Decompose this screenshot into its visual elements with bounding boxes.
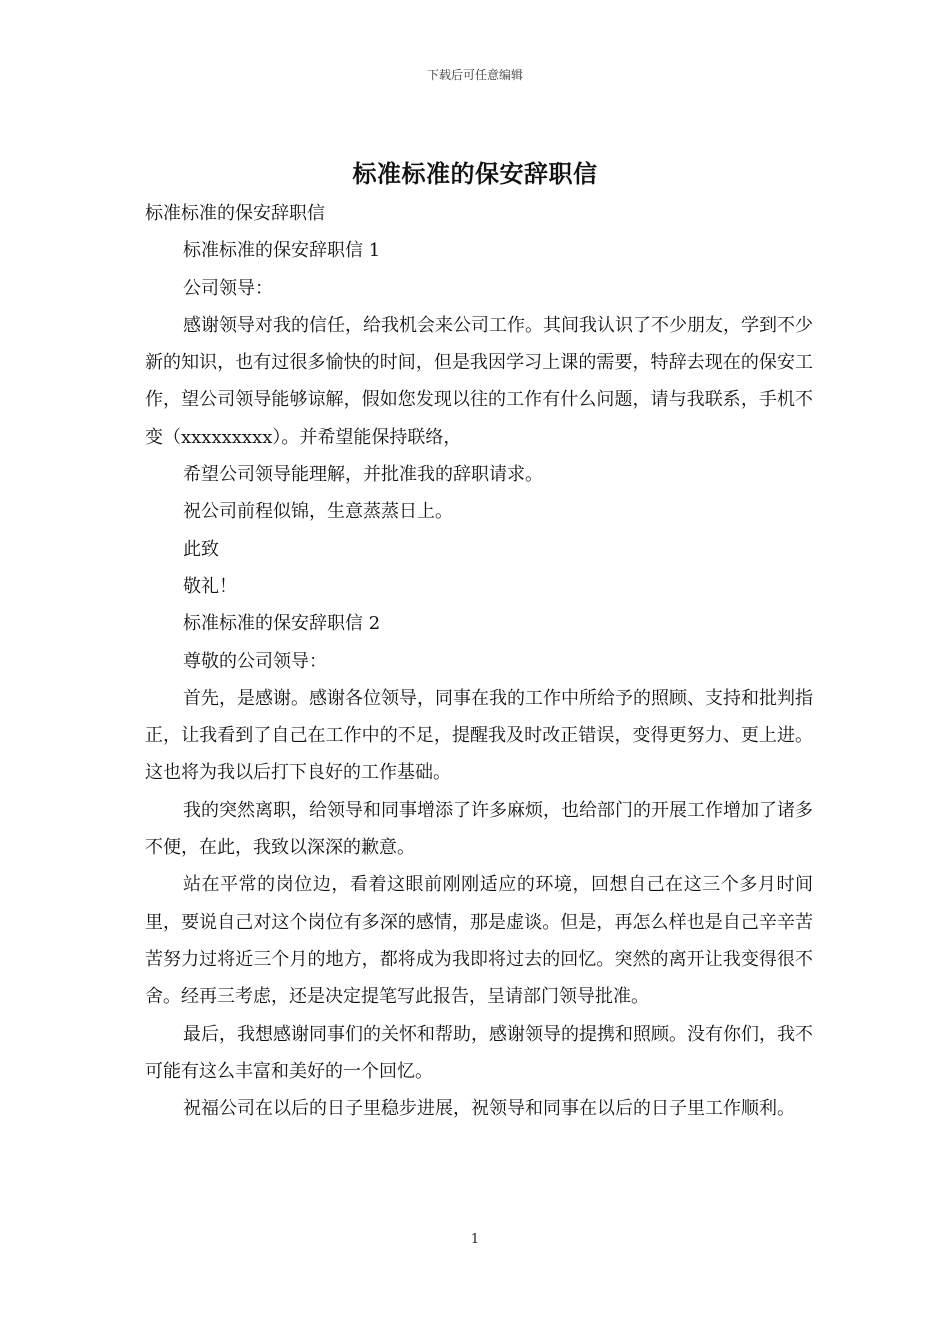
salutation-2: 尊敬的公司领导： (183, 650, 327, 672)
section-heading-2: 标准标准的保安辞职信 2 (183, 613, 381, 635)
body-paragraph: 祝公司前程似锦，生意蒸蒸日上。 (183, 501, 453, 523)
body-paragraph: 站在平常的岗位边，看着这眼前刚刚适应的环境，回想自己在这三个多月时间里，要说自己对这个岗位有多深的感情，那是虚谈。但是，再怎么样也是自己辛辛苦苦努力过将近三个月的地方，都将成为我即将过去的回忆。突然的离开让我变得很不舍。经再三考虑，还是决定提笔写此报告，呈请部门领导批准。 (145, 874, 813, 1008)
salutation-1: 公司领导： (183, 277, 273, 299)
body-paragraph: 祝福公司在以后的日子里稳步进展，祝领导和同事在以后的日子里工作顺利。 (183, 1098, 795, 1120)
document-title: 标准标准的保安辞职信 (352, 159, 598, 188)
page-number: 1 (470, 1232, 480, 1247)
section-heading-1: 标准标准的保安辞职信 1 (183, 240, 381, 262)
closing-line: 敬礼！ (183, 575, 237, 597)
closing-line: 此致 (183, 538, 219, 560)
body-paragraph: 我的突然离职，给领导和同事增添了许多麻烦，也给部门的开展工作增加了诸多不便，在此，我致以深深的歉意。 (145, 799, 813, 859)
body-paragraph: 感谢领导对我的信任，给我机会来公司工作。其间我认识了不少朋友，学到不少新的知识，也有过很多愉快的时间，但是我因学习上课的需要，特辞去现在的保安工作，望公司领导能够谅解，假如您发现以往的工作有什么问题，请与我联系，手机不变（xxxxxxxxx）。并希望能保持联络， (145, 314, 813, 448)
document-body (145, 195, 813, 1127)
body-paragraph: 最后，我想感谢同事们的关怀和帮助，感谢领导的提携和照顾。没有你们，我不可能有这么丰富和美好的一个回忆。 (145, 1023, 813, 1082)
body-paragraph: 希望公司领导能理解，并批准我的辞职请求。 (183, 464, 543, 486)
page-header-note: 下载后可任意编辑 (426, 68, 523, 82)
body-paragraph: 首先，是感谢。感谢各位领导，同事在我的工作中所给予的照顾、支持和批判指正，让我看到了自己在工作中的不足，提醒我及时改正错误，变得更努力、更上进。这也将为我以后打下良好的工作基础。 (145, 687, 813, 784)
subtitle-line: 标准标准的保安辞职信 (145, 203, 325, 224)
